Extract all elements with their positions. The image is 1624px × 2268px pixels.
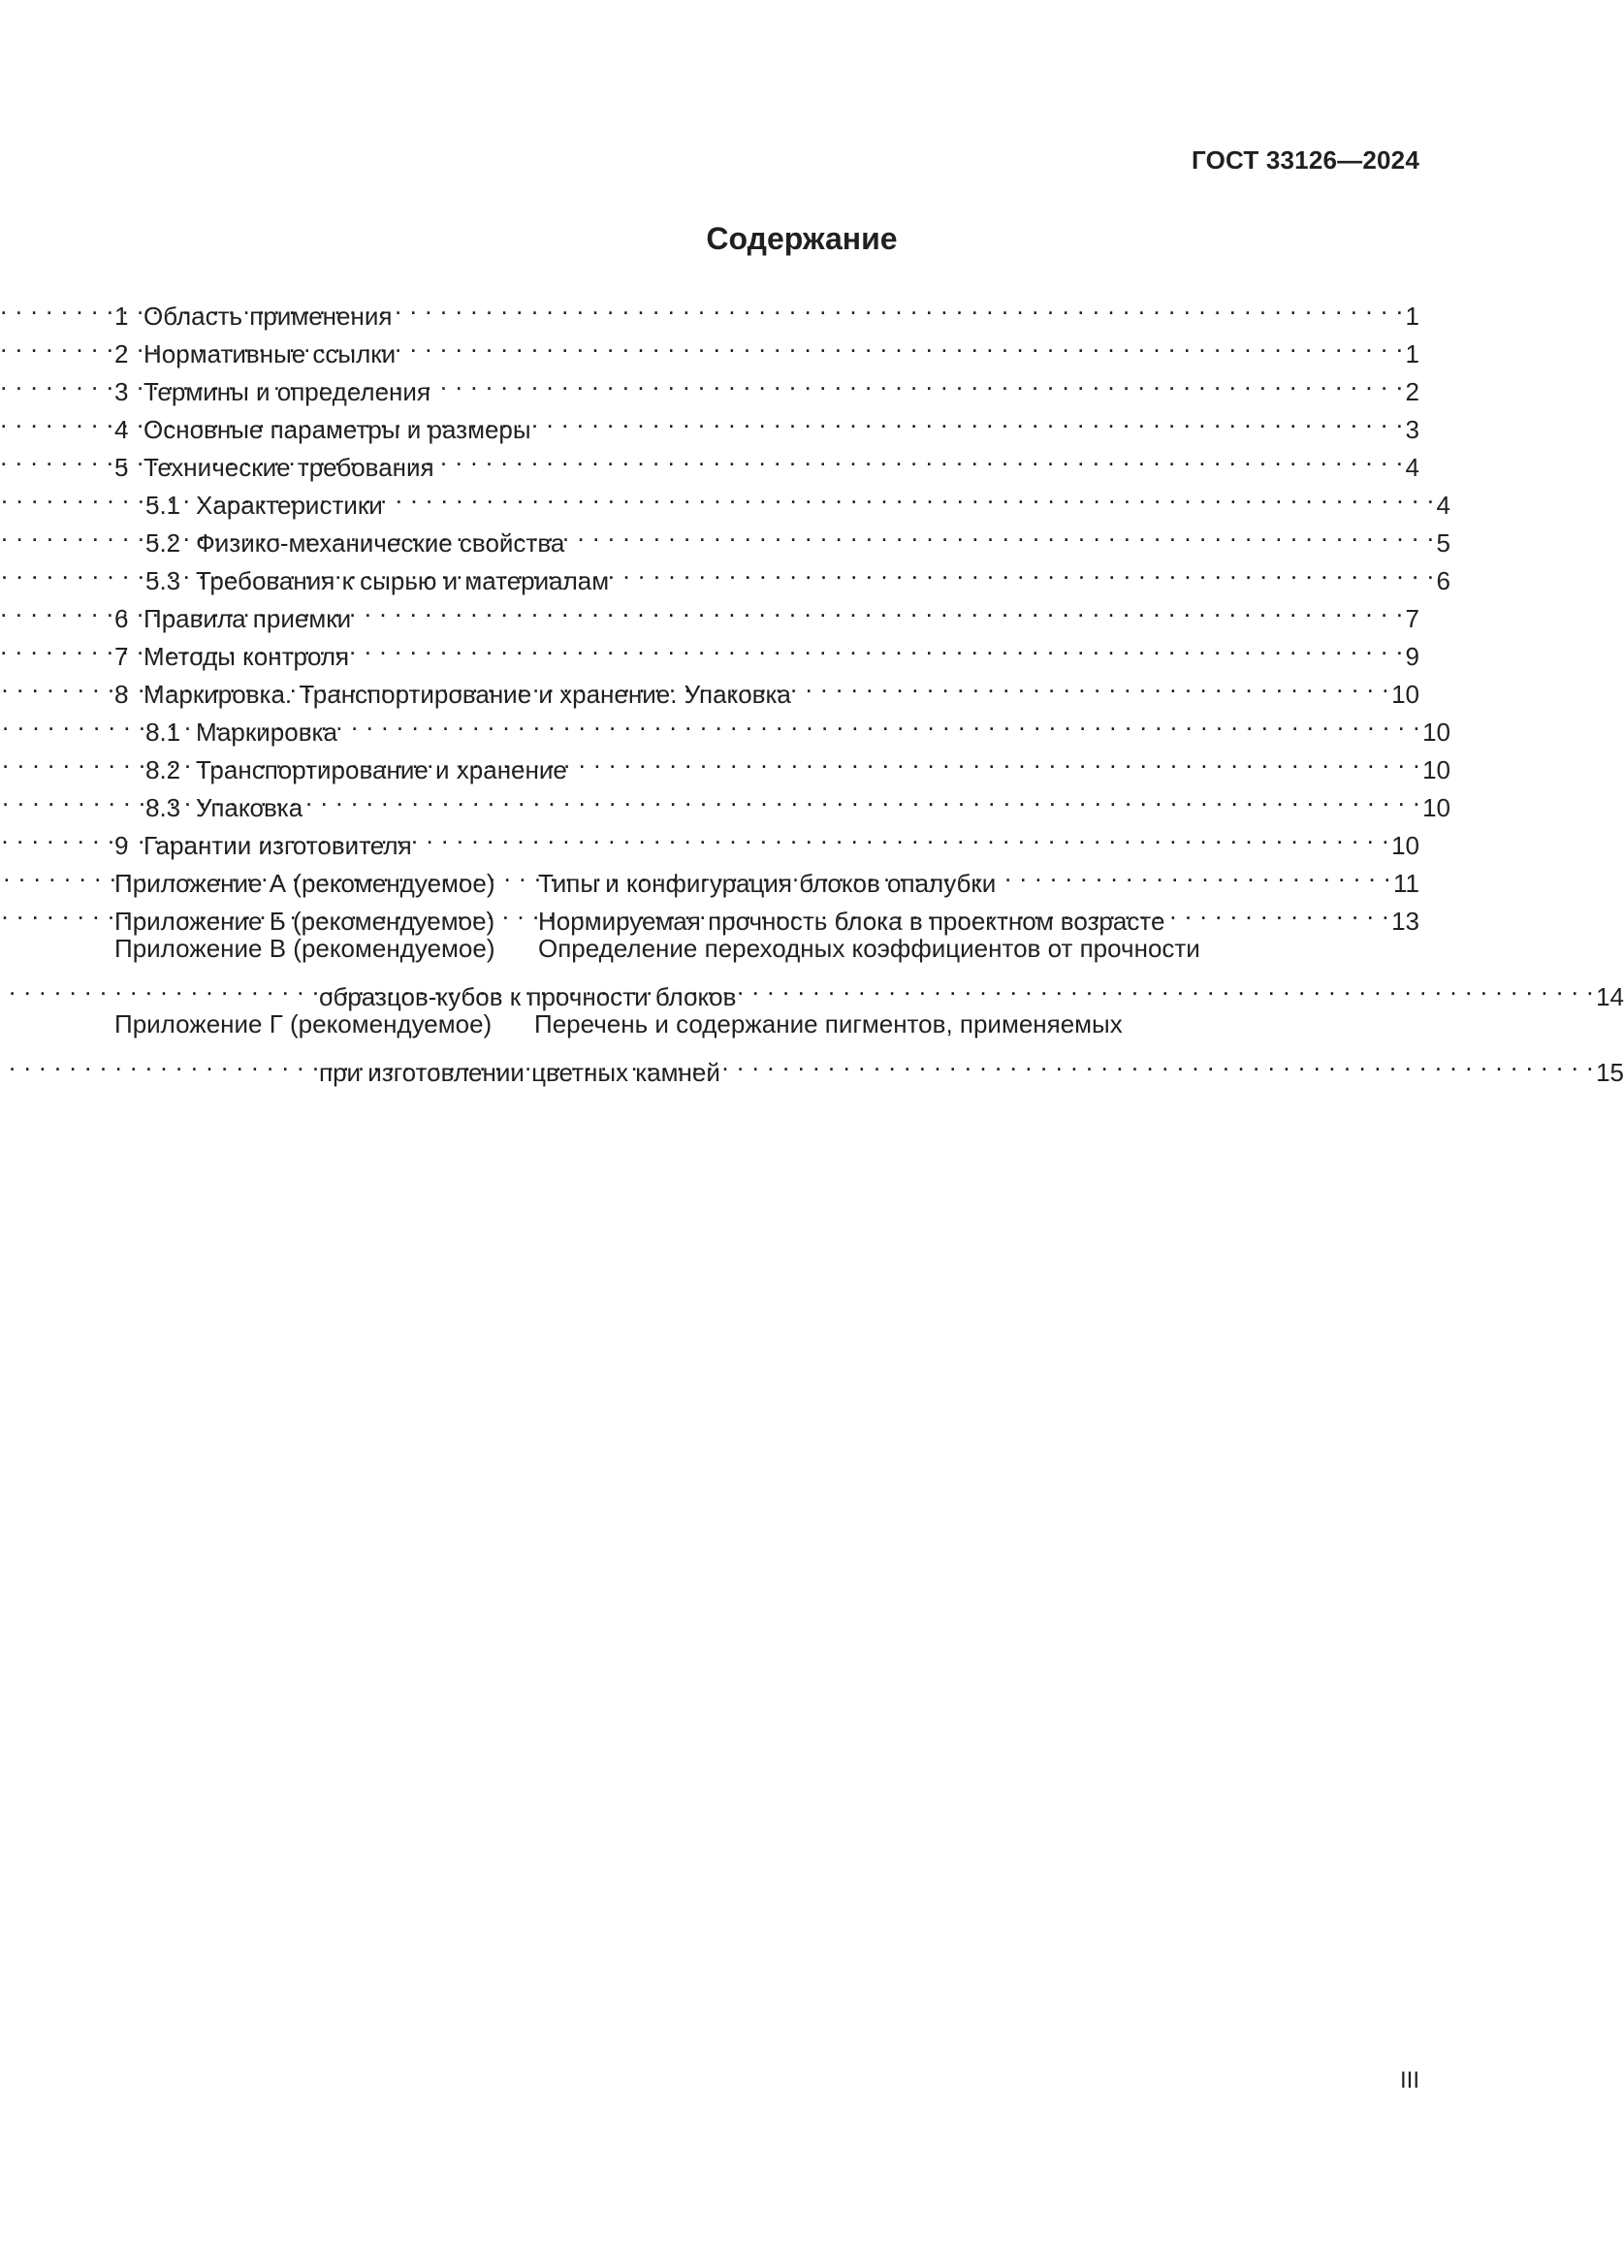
toc-entry[interactable] [114,363,1419,406]
toc-entry-title: Физико-механические свойства [196,528,565,558]
toc-leader-dots [722,1043,1594,1081]
toc-leader-dots [353,590,1403,627]
toc-entry[interactable] [114,627,1419,671]
toc-entry-number: 6 [114,604,129,633]
appendix-caption: Приложение В (рекомендуемое) [114,934,495,963]
toc-entry-page: 14 [1596,982,1624,1011]
toc-entry-number: 8.3 [145,793,181,822]
toc-entry-page: 10 [1422,793,1450,822]
toc-entry-number: 5.1 [145,491,181,520]
toc-entry-number: 4 [114,415,129,444]
toc-leader-dots [1166,892,1389,930]
toc-entry-page: 13 [1391,907,1419,936]
appendix-title: Определение переходных коэффициентов от прочности [538,934,1200,963]
standard-designation: ГОСТ 33126—2024 [1192,145,1419,175]
toc-leader-dots [998,854,1391,892]
toc-entry-title: Правила приемки [143,604,352,633]
toc-entry-title: Характеристики [196,491,383,520]
appendix-caption: Приложение А (рекомендуемое) [114,869,495,898]
toc-leader-dots [414,816,1389,854]
toc-entry-page: 7 [1405,604,1419,633]
toc-entry[interactable] [114,287,1419,331]
toc-leader-dots [569,741,1420,779]
toc-entry-page: 9 [1405,642,1419,671]
toc-entry-number: 8 [114,680,129,709]
toc-subentry[interactable] [114,703,1450,747]
toc-entry[interactable] [114,438,1419,482]
toc-leader-dots [304,779,1420,816]
toc-appendix-v[interactable] [114,930,1419,968]
toc-leader-dots [385,476,1435,514]
appendix-title: Типы и конфигурация блоков опалубки [538,869,997,898]
toc-entry-page: 10 [1422,755,1450,784]
toc-subentry[interactable] [114,779,1450,822]
toc-entry-number: 7 [114,642,129,671]
toc-leader-dots [398,325,1403,363]
toc-leader-dots [351,627,1403,665]
toc-entry[interactable] [114,590,1419,633]
toc-entry-page: 1 [1405,302,1419,331]
toc-entry-number: 9 [114,831,129,860]
toc-entry-page: 6 [1436,566,1450,595]
toc-entry-title: Нормативные ссылки [143,339,397,368]
table-of-contents [114,287,1624,1087]
toc-subentry[interactable] [114,476,1450,520]
toc-entry-number: 2 [114,339,129,368]
toc-entry-page: 3 [1405,415,1419,444]
toc-entry-page: 11 [1393,869,1419,898]
toc-appendix-b[interactable] [114,892,1419,936]
toc-appendix-g-continuation[interactable] [114,1043,1624,1087]
appendix-title: Нормируемая прочность блока в проектном возрасте [538,907,1165,936]
toc-leader-dots [611,552,1434,590]
toc-leader-dots [436,438,1404,476]
toc-appendix-v-continuation[interactable] [114,968,1624,1011]
toc-entry-title: Маркировка. Транспортирование и хранение. Упаковка [143,680,791,709]
toc-subentry[interactable] [114,514,1450,558]
toc-entry-title: Маркировка [196,718,337,747]
toc-entry-title: Гарантии изготовителя [143,831,412,860]
toc-entry-title: Технические требования [143,453,434,482]
toc-entry-number: 5 [114,453,129,482]
toc-entry-number: 5.2 [145,528,181,558]
toc-entry-number: 8.2 [145,755,181,784]
toc-subentry[interactable] [114,741,1450,784]
toc-entry-title: Упаковка [196,793,303,822]
toc-title: Содержание [706,221,898,256]
toc-leader-dots [566,514,1434,552]
toc-entry-title: Термины и определения [143,377,431,406]
appendix-caption: Приложение Б (рекомендуемое) [114,907,495,936]
toc-entry-page: 5 [1436,528,1450,558]
toc-leader-dots [533,400,1404,438]
toc-entry-page: 15 [1596,1058,1624,1087]
toc-entry-title: Основные параметры и размеры [143,415,531,444]
toc-entry[interactable] [114,816,1419,860]
toc-entry-page: 2 [1405,377,1419,406]
toc-entry-page: 10 [1391,831,1419,860]
appendix-title-continuation: образцов-кубов к прочности блоков [319,982,737,1011]
toc-subentry[interactable] [114,552,1450,595]
toc-entry[interactable] [114,665,1419,709]
toc-leader-dots [432,363,1404,400]
toc-entry-page: 4 [1436,491,1450,520]
toc-entry-number: 5.3 [145,566,181,595]
toc-leader-dots [793,665,1389,703]
toc-entry-title: Транспортирование и хранение [196,755,567,784]
toc-entry-page: 10 [1422,718,1450,747]
toc-entry-number: 3 [114,377,129,406]
toc-leader-dots [394,287,1403,325]
toc-entry-page: 4 [1405,453,1419,482]
appendix-caption: Приложение Г (рекомендуемое) [114,1009,493,1038]
toc-entry-title: Методы контроля [143,642,350,671]
toc-appendix-g[interactable] [114,1006,1419,1043]
appendix-title-continuation: при изготовлении цветных камней [319,1058,720,1087]
toc-appendix-a[interactable] [114,854,1419,898]
appendix-title: Перечень и содержание пигментов, применяемых [534,1009,1123,1038]
toc-entry-page: 10 [1391,680,1419,709]
toc-entry-title: Область применения [143,302,393,331]
toc-entry[interactable] [114,325,1419,368]
page-number: III [1399,2067,1419,2093]
toc-entry-title: Требования к сырью и материалам [196,566,610,595]
toc-entry[interactable] [114,400,1419,444]
toc-entry-page: 1 [1405,339,1419,368]
toc-leader-dots [339,703,1420,741]
toc-entry-number: 1 [114,302,129,331]
toc-leader-dots [738,968,1594,1006]
toc-entry-number: 8.1 [145,718,181,747]
